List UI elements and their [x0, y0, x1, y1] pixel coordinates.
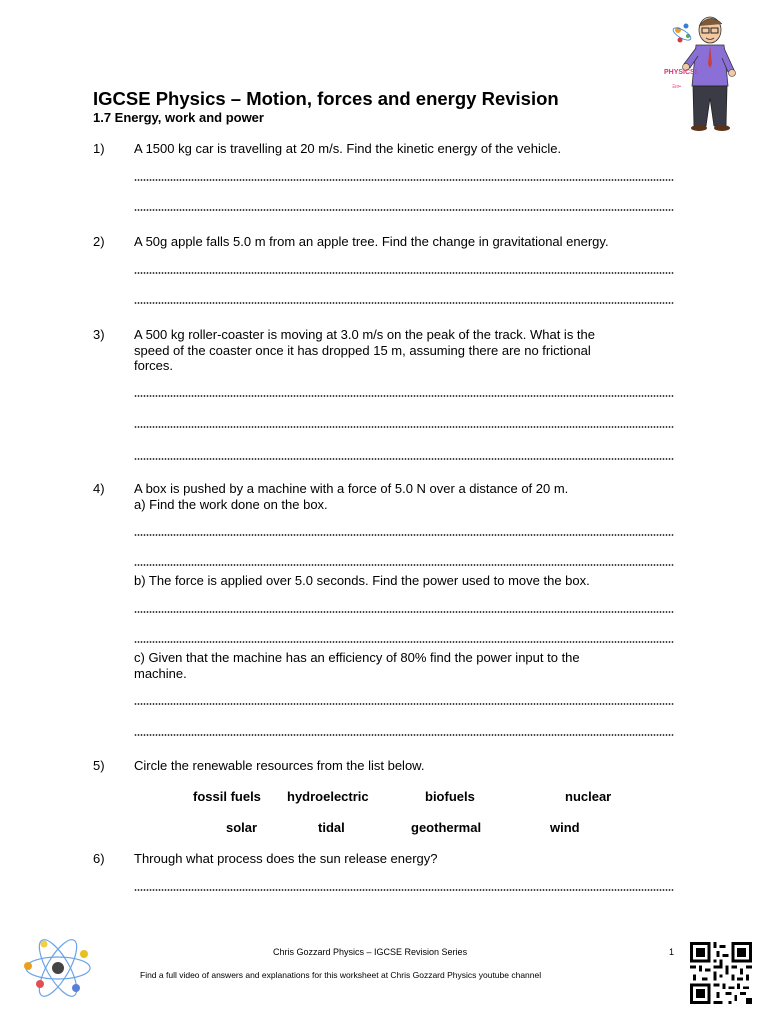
- resource-word: geothermal: [411, 820, 482, 835]
- footer-series: Chris Gozzard Physics – IGCSE Revision Series: [273, 947, 468, 957]
- answer-line: [134, 394, 674, 398]
- page-number: 1: [669, 947, 675, 957]
- resource-word: wind: [550, 820, 580, 835]
- question-part-b: b) The force is applied over 5.0 seconds. Find the power used to move the box.: [134, 573, 590, 588]
- question-line: A 500 kg roller-coaster is moving at 3.0 m/s on the peak of the track. What is the: [134, 327, 595, 342]
- answer-line: [134, 425, 674, 429]
- resource-word: nuclear: [565, 789, 612, 804]
- resource-word: fossil fuels: [193, 789, 261, 804]
- question-line: Circle the renewable resources from the list below.: [134, 758, 425, 773]
- footer-note: Find a full video of answers and explanations for this worksheet at Chris Gozzard Physics youtube channel: [140, 970, 542, 980]
- question-number: 6): [93, 851, 105, 866]
- question-text: [134, 758, 674, 774]
- question-text: [134, 141, 674, 157]
- question-number: 5): [93, 758, 105, 773]
- answer-line: [134, 733, 674, 737]
- question-line: forces.: [134, 358, 174, 373]
- resource-word: hydroelectric: [287, 789, 369, 804]
- physics-logo-text: PHYSICS!: [664, 69, 698, 76]
- question-number: 2): [93, 234, 105, 249]
- answer-line: [134, 610, 674, 614]
- question-text: [134, 851, 674, 867]
- question-line: c) Given that the machine has an efficiency of 80% find the power input to the: [134, 650, 580, 665]
- question-line: Through what process does the sun release energy?: [134, 851, 438, 866]
- resource-word: biofuels: [425, 789, 475, 804]
- resource-word: tidal: [318, 820, 345, 835]
- svg-text:Ξι¤•: Ξι¤•: [672, 84, 681, 90]
- question-line: A 1500 kg car is travelling at 20 m/s. Find the kinetic energy of the vehicle.: [134, 141, 562, 156]
- answer-line: [134, 702, 674, 706]
- qr-code-icon: [690, 942, 752, 1004]
- question-text: [134, 481, 674, 512]
- question-text: [134, 327, 674, 374]
- question-number: 1): [93, 141, 105, 156]
- question-line: A box is pushed by a machine with a force of 5.0 N over a distance of 20 m.: [134, 481, 569, 496]
- answer-line: [134, 208, 674, 212]
- question-line: A 50g apple falls 5.0 m from an apple tree. Find the change in gravitational energy.: [134, 234, 609, 249]
- question-line: a) Find the work done on the box.: [134, 496, 328, 512]
- question-number: 4): [93, 481, 105, 496]
- answer-line: [134, 178, 674, 182]
- answer-line: [134, 271, 674, 275]
- answer-line: [134, 533, 674, 537]
- resource-word: solar: [226, 820, 258, 835]
- question-part-c: [134, 650, 674, 681]
- page-title: IGCSE Physics – Motion, forces and energy Revision: [93, 88, 559, 109]
- answer-line: [134, 640, 674, 644]
- question-number: 3): [93, 327, 105, 342]
- atom-logo-icon: [18, 936, 98, 1000]
- question-text: [134, 234, 674, 250]
- answer-line: [134, 457, 674, 461]
- question-line: machine.: [134, 665, 187, 681]
- page-subtitle: 1.7 Energy, work and power: [93, 110, 264, 125]
- answer-line: [134, 888, 674, 892]
- scientist-cartoon-icon: [660, 12, 750, 134]
- question-line: speed of the coaster once it has dropped 15 m, assuming there are no frictional: [134, 342, 591, 358]
- answer-line: [134, 563, 674, 567]
- answer-line: [134, 301, 674, 305]
